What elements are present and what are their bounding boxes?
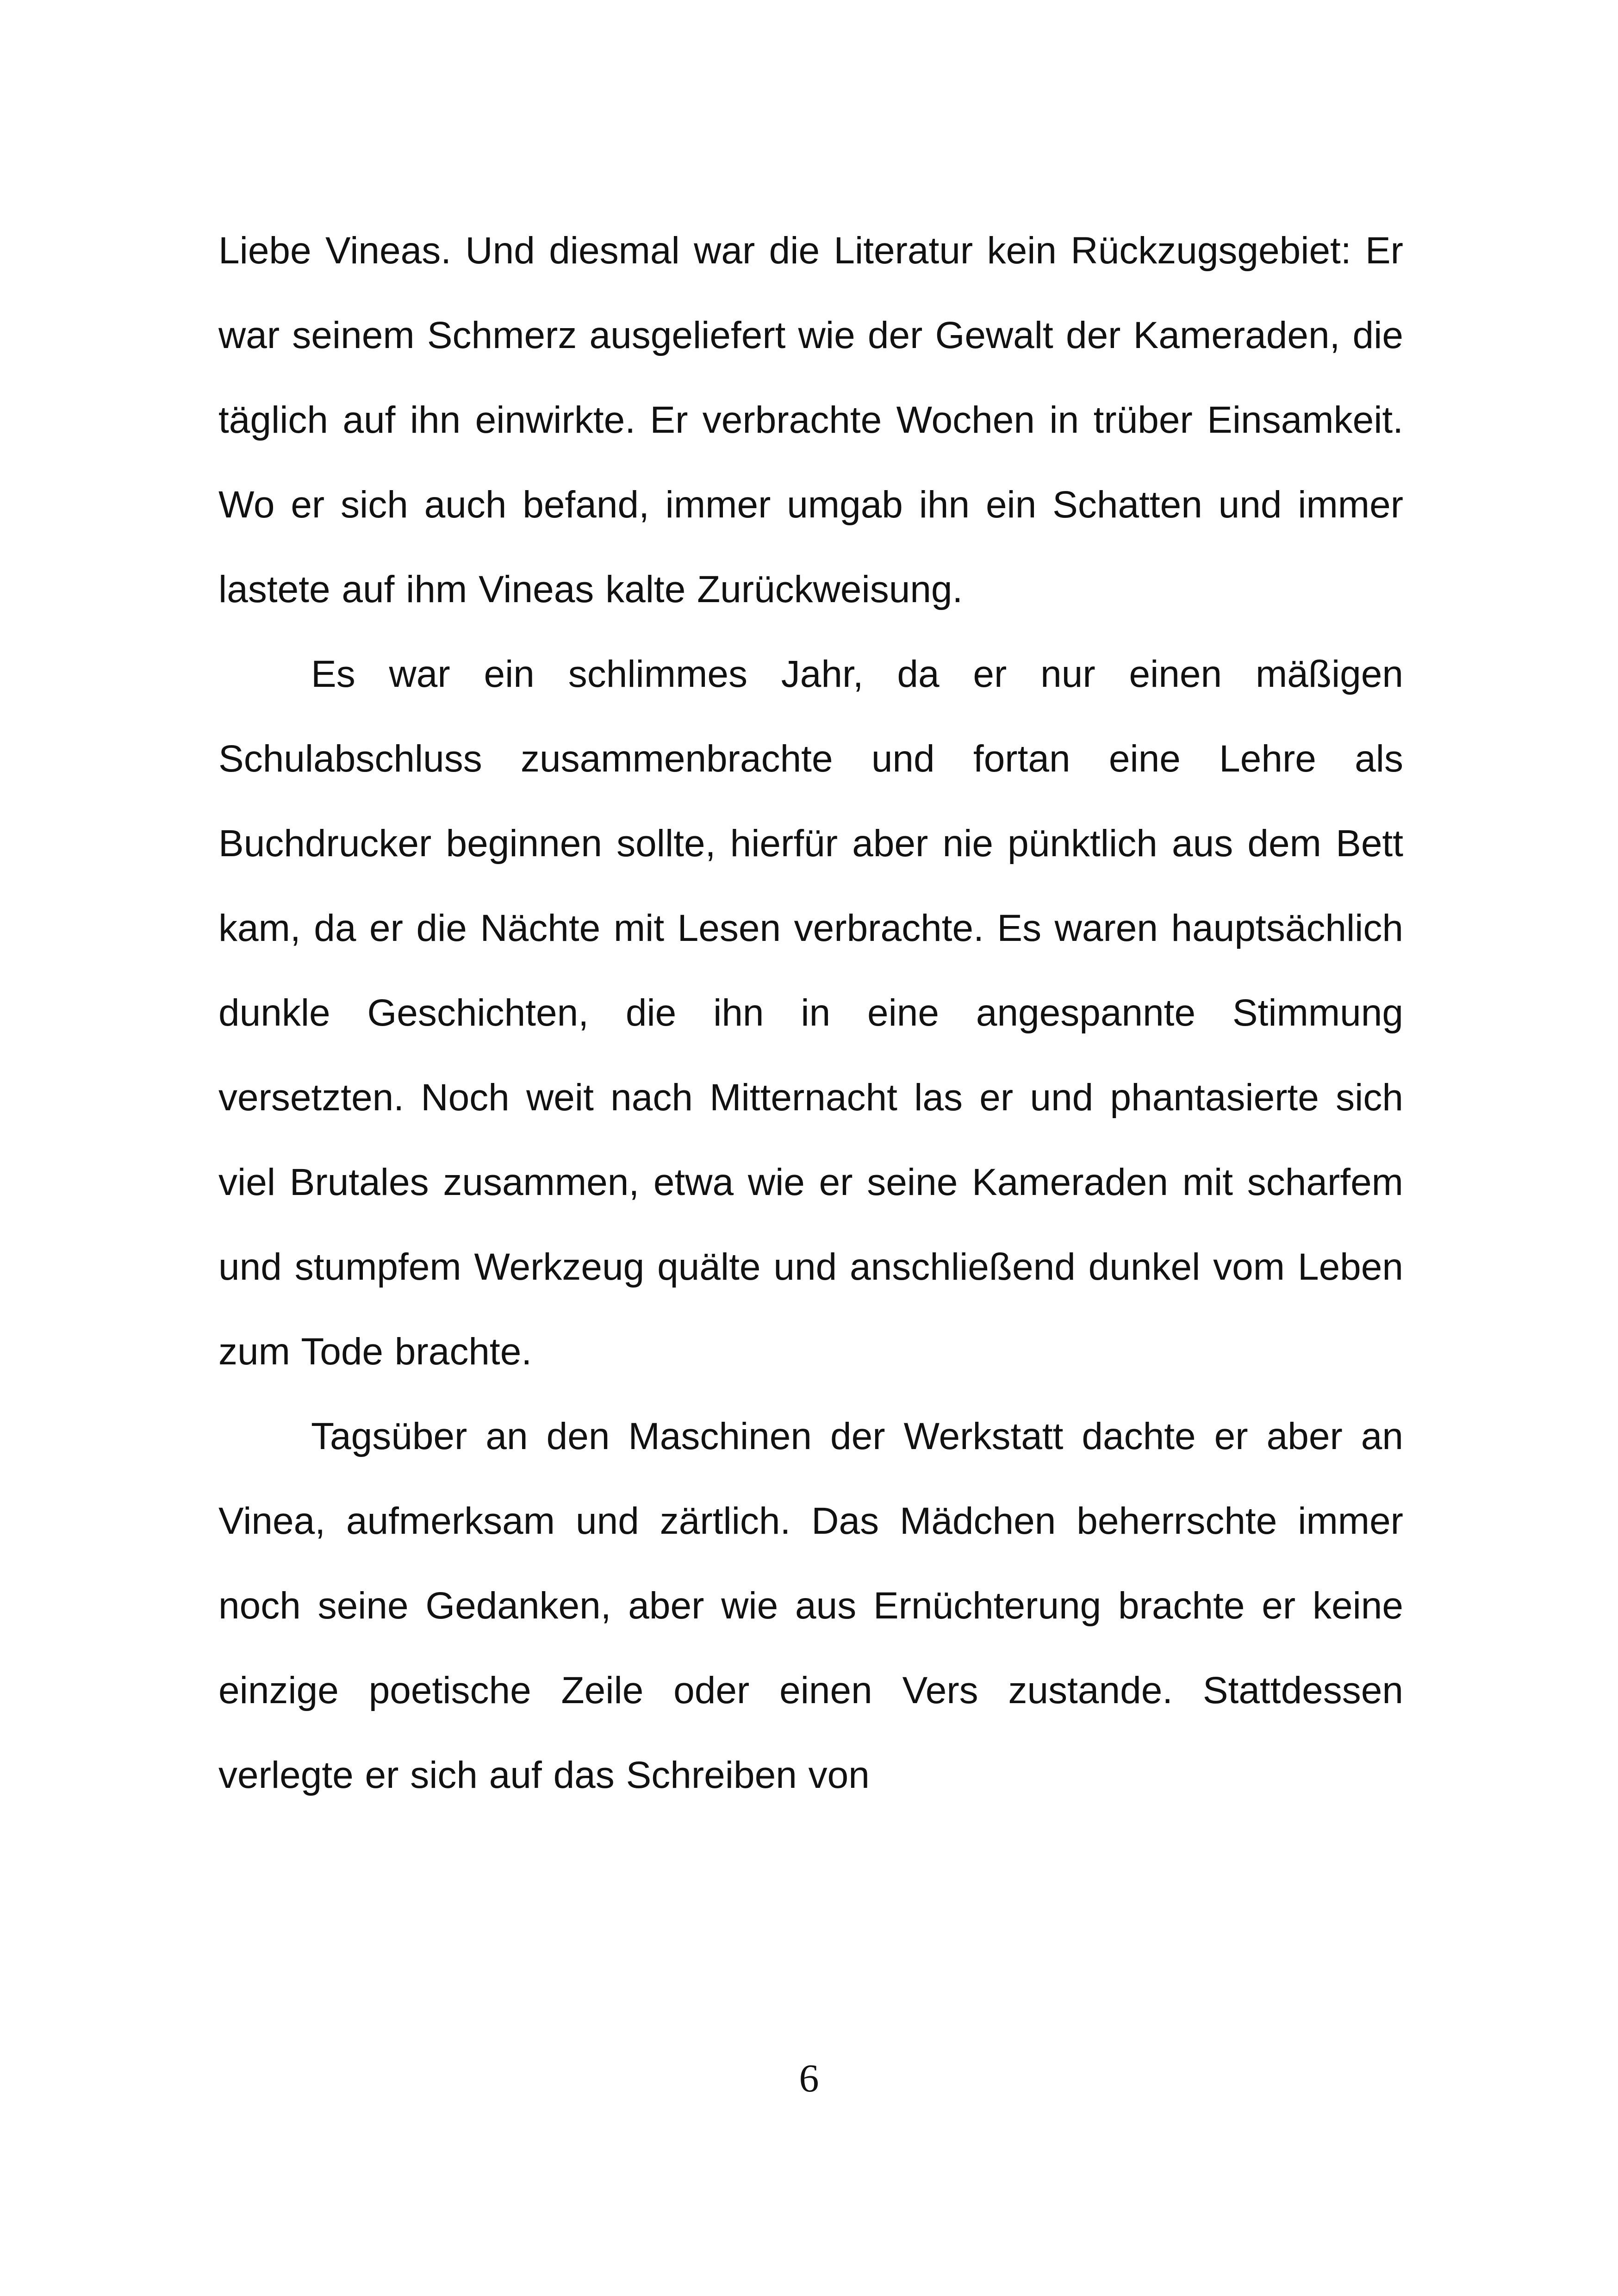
page-number: 6 <box>799 2056 819 2100</box>
paragraph-1: Liebe Vineas. Und diesmal war die Literatur kein Rückzugsgebiet: Er war seinem Schmerz ausgeliefert wie der Gewalt der Kameraden, die täglich auf ihn einwirkte. Er verbrachte Wochen in trüber Einsamkeit. Wo er sich auch befand, immer umgab ihn ein Schatten und immer lastete auf ihm Vineas kalte Zurückweisung. <box>218 230 1403 610</box>
body-text <box>218 208 1403 1817</box>
paragraph-3: Tagsüber an den Maschinen der Werkstatt dachte er aber an Vinea, aufmerksam und zärtlich. Das Mädchen beherrschte immer noch seine Gedanken, aber wie aus Ernüchterung brachte er keine einzige poetische Zeile oder einen Vers zustande. Stattdessen verlegte er sich auf das Schreiben von <box>218 1415 1403 1796</box>
paragraph-2: Es war ein schlimmes Jahr, da er nur einen mäßigen Schulabschluss zusammenbrachte und fortan eine Lehre als Buchdrucker beginnen sollte, hierfür aber nie pünktlich aus dem Bett kam, da er die Nächte mit Lesen verbrachte. Es waren hauptsächlich dunkle Geschichten, die ihn in eine angespannte Stimmung versetzten. Noch weit nach Mitternacht las er und phantasierte sich viel Brutales zusammen, etwa wie er seine Kameraden mit scharfem und stumpfem Werkzeug quälte und anschließend dunkel vom Leben zum Tode brachte. <box>218 653 1403 1373</box>
